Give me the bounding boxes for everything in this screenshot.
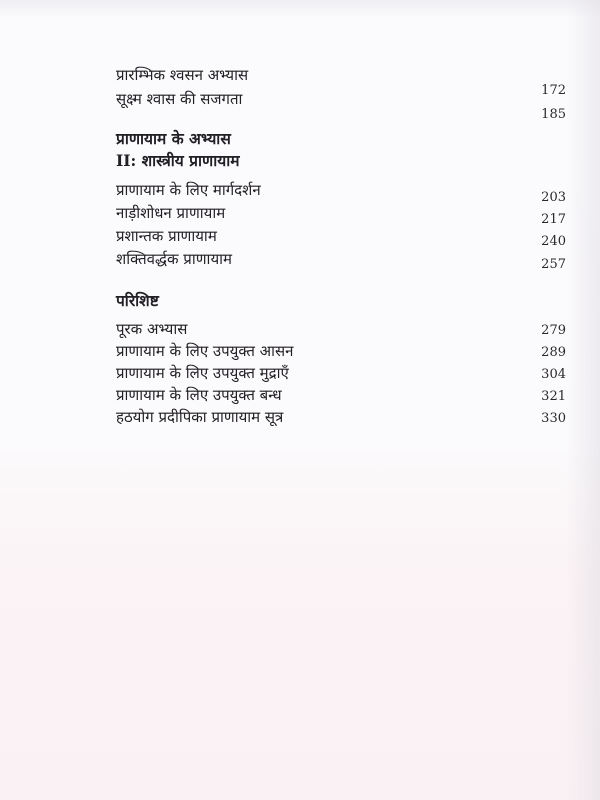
toc-entry-title: प्राणायाम के लिए उपयुक्त बन्ध — [116, 386, 282, 404]
toc-entry-page: 172 — [541, 83, 566, 98]
toc-entry-title: शक्तिवर्द्धक प्राणायाम — [116, 250, 232, 268]
toc-entry — [0, 202, 600, 227]
toc-entry — [0, 406, 600, 428]
toc-entry-title: पूरक अभ्यास — [116, 320, 188, 338]
toc-entry — [0, 318, 600, 340]
toc-entry — [0, 340, 600, 362]
toc-entry-title: हठयोग प्रदीपिका प्राणायाम सूत्र — [116, 408, 284, 426]
toc-entry-title: प्राणायाम के लिए उपयुक्त मुद्राएँ — [116, 364, 289, 382]
toc-entry-page: 240 — [541, 234, 566, 249]
section-heading: प्राणायाम के अभ्यास — [116, 129, 231, 148]
toc-entry-page: 257 — [541, 257, 566, 272]
toc-entry-page: 330 — [541, 411, 566, 426]
section-subheading: II: शास्त्रीय प्राणायाम — [116, 151, 240, 170]
toc-entry-page: 203 — [541, 190, 566, 205]
toc-entry — [0, 384, 600, 406]
page-top-shadow — [0, 0, 600, 18]
toc-entry-page: 321 — [541, 389, 566, 404]
section-heading: परिशिष्ट — [116, 291, 159, 310]
toc-entry-page: 217 — [541, 212, 566, 227]
toc-entry-title: नाड़ीशोधन प्राणायाम — [116, 204, 226, 222]
toc-entry — [0, 225, 600, 247]
toc-entry — [0, 248, 600, 270]
toc-entry — [0, 362, 600, 384]
toc-entry-page: 279 — [541, 323, 566, 338]
toc-entry-title: प्रशान्तक प्राणायाम — [116, 227, 217, 245]
toc-entry — [0, 88, 600, 122]
toc-entry-title: प्राणायाम के लिए मार्गदर्शन — [116, 181, 261, 199]
toc-entry — [0, 64, 600, 98]
toc-entry-title: प्रारम्भिक श्वसन अभ्यास — [116, 66, 249, 84]
toc-entry — [0, 179, 600, 205]
toc-entry-page: 185 — [541, 107, 566, 122]
toc-entry-title: प्राणायाम के लिए उपयुक्त आसन — [116, 342, 294, 360]
toc-entry-page: 304 — [541, 367, 566, 382]
toc-entry-page: 289 — [541, 345, 566, 360]
toc-entry-title: सूक्ष्म श्वास की सजगता — [116, 90, 243, 108]
